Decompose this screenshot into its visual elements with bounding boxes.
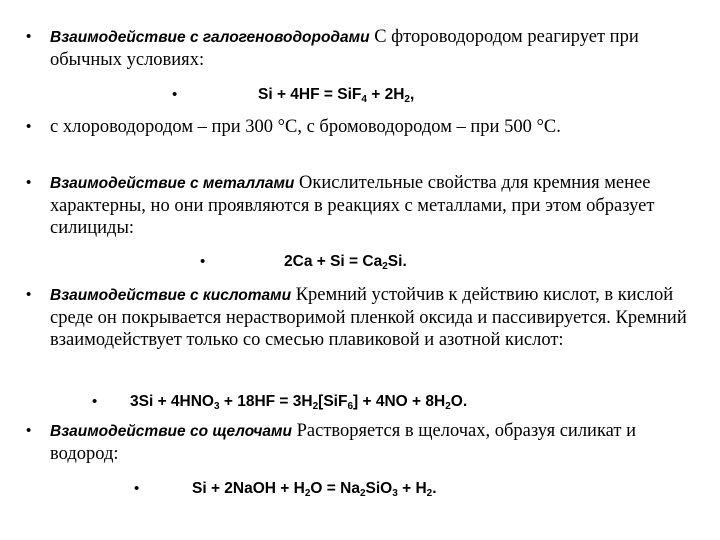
- paragraph-text: Окислительные свойства для кремния менее характерны, но они проявляются в реакциях с металлами, при этом образует силициды:: [50, 173, 655, 238]
- paragraph-alkalis: [26, 420, 690, 465]
- paragraph-hcl-hbr: [26, 116, 690, 138]
- equation-subscript: 2: [382, 261, 388, 272]
- bullet-icon: •: [26, 174, 32, 191]
- equation-subscript: 2: [359, 488, 366, 499]
- equation-subscript: 3: [392, 488, 398, 499]
- paragraph-text: Растворяется в щелочах, образуя силикат и водород:: [50, 421, 637, 464]
- paragraph-heading: Взаимодействие с металлами: [50, 175, 295, 192]
- equation-fragment: 3Si + 4HNO: [130, 393, 214, 410]
- equation-si-hf: [258, 84, 414, 111]
- equation-bullet-icon: •: [92, 393, 98, 410]
- equation-subscript: 2: [312, 401, 319, 412]
- bullet-icon: •: [26, 286, 32, 303]
- equation-fragment: [SiF: [318, 393, 348, 410]
- paragraph-text: с хлороводородом – при 300 °С, с бромоводородом – при 500 °С.: [50, 117, 561, 137]
- equation-fragment: Si + 2NaOH + H: [192, 480, 305, 497]
- paragraph-heading: Взаимодействие с кислотами: [50, 287, 292, 304]
- equation-subscript: 2: [304, 488, 311, 499]
- equation-fragment: O.: [450, 393, 468, 410]
- equation-bullet-icon: •: [172, 86, 178, 103]
- equation-fragment: .: [432, 480, 437, 497]
- paragraph-heading: Взаимодействие с галогеноводородами: [50, 29, 370, 46]
- paragraph-acids: [26, 284, 690, 351]
- equation-fragment: 2Ca + Si = Ca: [284, 253, 383, 270]
- paragraph-heading: Взаимодействие со щелочами: [50, 423, 292, 440]
- equation-si-naoh: [192, 478, 437, 505]
- equation-subscript: 3: [214, 401, 220, 412]
- paragraph-halogen-hydrides: [26, 26, 690, 71]
- equation-bullet-icon: •: [200, 253, 206, 270]
- bullet-icon: •: [26, 422, 32, 439]
- equation-fragment: SiO: [365, 480, 393, 497]
- equation-fragment: + H: [397, 480, 427, 497]
- paragraph-text: С фтороводородом реагирует при обычных условиях:: [50, 27, 639, 70]
- equation-fragment: ] + 4NO + 8H: [353, 393, 446, 410]
- equation-fragment: + 18HF = 3H: [219, 393, 313, 410]
- equation-bullet-icon: •: [134, 480, 140, 497]
- equation-fragment: Si.: [387, 253, 407, 270]
- equation-fragment: O = Na: [310, 480, 360, 497]
- equation-fragment: + 2H: [366, 86, 405, 103]
- equation-subscript: 2: [426, 488, 433, 499]
- equation-fragment: Si + 4HF = SiF: [258, 86, 362, 103]
- equation-subscript: 2: [404, 94, 410, 105]
- equation-ca-si: [284, 251, 407, 278]
- bullet-icon: •: [26, 118, 32, 135]
- equation-subscript: 2: [445, 401, 451, 412]
- equation-subscript: 6: [347, 401, 354, 412]
- equation-si-hno3-hf: [130, 391, 467, 418]
- equation-fragment: ,: [409, 86, 415, 103]
- paragraph-metals: [26, 172, 690, 239]
- bullet-icon: •: [26, 28, 32, 45]
- equation-subscript: 4: [361, 94, 367, 105]
- paragraph-text: Кремний устойчив к действию кислот, в кислой среде он покрывается нерастворимой пленкой оксида и пассивируется. Кремний взаимодействует только со смесью плавиковой и азотной кислот:: [50, 285, 687, 350]
